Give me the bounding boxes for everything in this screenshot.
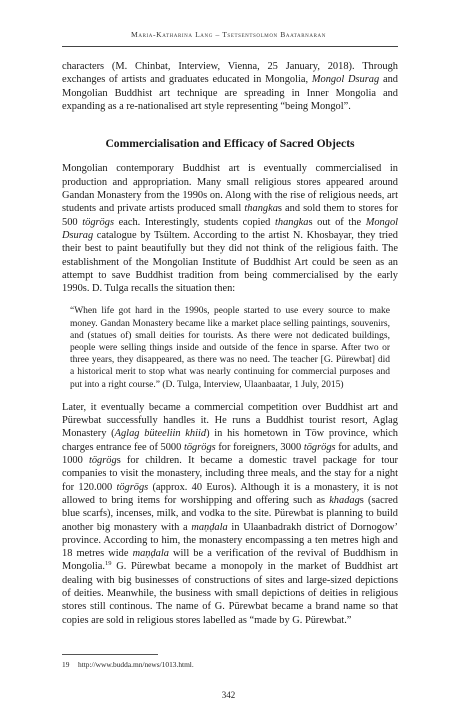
footnote-link[interactable]: http://www.budda.mn/news/1013.html. [78,660,194,669]
footnote-number: 19 [62,660,70,669]
paragraph-intro: characters (M. Chinbat, Interview, Vienna, 25 January, 2018). Through exchanges of artists and graduates educated in Mongolia, Mongol Dsurag and Mongolian Buddhist art technique are spreading in Inner Mongolia and expanding as a re-nationalised art style representing “being Mongol”. [62,61,398,112]
header-rule [62,46,398,47]
page-number: 342 [221,690,236,700]
footnote-rule [62,654,158,655]
section-heading: Commercialisation and Efficacy of Sacred Objects [105,137,355,151]
block-quote: “When life got hard in the 1990s, people started to use every source to make money. Gandan Monastery became like a market place selling paintings, souvenirs, and (statues of) small deities for tourists. As there were not dedicated buildings, people were selling things inside and outside of the fence in sparse. After two or three years, they disappeared, as there was no need. The teacher [G. Pürewbat] did a historical merit to stop what was nearly continuing for commercial purposes and put into a right course.” (D. Tulga, Interview, Ulaanbaatar, 1 July, 2015) [70,306,390,390]
footnote [62,660,398,669]
paragraph-2: Later, it eventually became a commercial competition over Buddhist art and Pürewbat successfully handles it. He runs a Buddhist tourist resort, Aglag Monastery (Aglag büteeliin khiid) in his hometown in Töw province, which charges entrance fee of 5000 tögrögs for foreigners, 3000 tögrögs for adults, and 1000 tögrögs for children. It became a domestic travel package for tour companies to visit the monastery, including three meals, and the stay for a night for 120.000 tögrögs (approx. 40 Euros). Although it is a monastery, it is not allowed to bring items for worshipping and offering such as khadags (sacred blue scarfs), incenses, milk, and vodka to the site. Pürewbat is planning to build another big monastery with a maṇḍala in Ulaanbadrakh district of Dornogow’ province. According to him, the monastery encompassing a ten metres high and 18 metres wide maṇḍala will be a verification of the revival of Buddhism in Mongolia.$^{19}$ G. Pürewbat became a monopoly in the market of Buddhist art dealing with big businesses of constructions of sites and large-sized depictions of deities. Meanwhile, the business with small depictions of deities in religious stores still continous. The name of G. Pürewbat became a brand name so that copies are sold in religious stores labelled as “made by G. Pürewbat.” [62,401,399,626]
body-text [62,60,398,627]
footnote-ref[interactable]: 19 [105,560,112,568]
running-head: Maria-Katharina Lang – Tsetsentsolmon Baatarnaran [131,30,326,39]
paragraph-1: Mongolian contemporary Buddhist art is eventually commercialised in production and appropriation. Many small religious stores appeared around Gandan Monastery from the 1990s on. Along with the rise of religious needs, art students and private artists produced small thangkas and sold them to stores for 500 tögrögs each. Interestingly, students copied thangkas out of the Mongol Dsurag catalogue by Tsültem. According to the artist N. Khosbayar, they tried their best to paint beautifully but they did not think of the religious faith. The establishment of the Mongolian Institute of Buddhist Art could be seen as an attempt to save Buddhist tradition from being commercialised by the early 1990s. D. Tulga recalls the situation then: [62,163,399,295]
